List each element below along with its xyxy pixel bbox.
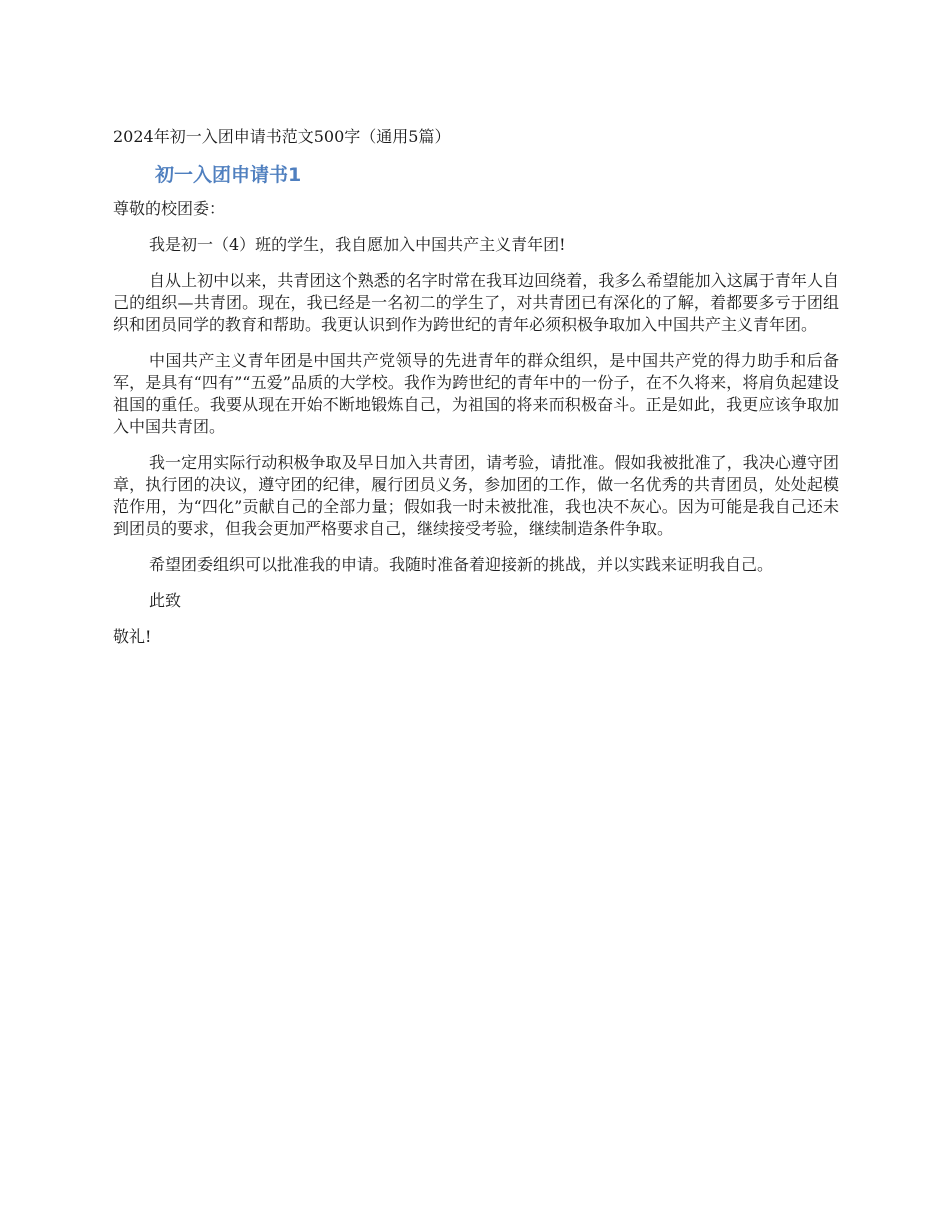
paragraph-5: 希望团委组织可以批准我的申请。我随时准备着迎接新的挑战，并以实践来证明我自己。: [149, 555, 774, 574]
paragraph-3: 中国共产主义青年团是中国共产党领导的先进青年的群众组织，是中国共产党的得力助手和后备军，是具有“四有”“五爱”品质的大学校。我作为跨世纪的青年中的一份子，在不久将来，将肩负起建设祖国的重任。我要从现在开始不断地锻炼自己，为祖国的将来而积极奋斗。正是如此，我更应该争取加入中国共青团。: [113, 351, 839, 436]
section-heading: 初一入团申请书1: [155, 164, 302, 186]
closing-line: 此致: [149, 591, 182, 610]
paragraph-2: 自从上初中以来，共青团这个熟悉的名字时常在我耳边回绕着，我多么希望能加入这属于青年人自己的组织—共青团。现在，我已经是一名初二的学生了，对共青团已有深化的了解，着都要多亏于团组织和团员同学的教育和帮助。我更认识到作为跨世纪的青年必须积极争取加入中国共产主义青年团。: [113, 271, 839, 334]
document-title: 2024年初一入团申请书范文500字（通用5篇）: [113, 127, 451, 146]
regards-line: 敬礼!: [113, 627, 152, 646]
document-page: [113, 124, 839, 648]
paragraph-1: 我是初一（4）班的学生，我自愿加入中国共产主义青年团!: [149, 235, 566, 254]
paragraph-4: 我一定用实际行动积极争取及早日加入共青团，请考验，请批准。假如我被批准了，我决心遵守团章，执行团的决议，遵守团的纪律，履行团员义务，参加团的工作，做一名优秀的共青团员，处处起模范作用，为“四化”贡献自己的全部力量；假如我一时未被批准，我也决不灰心。因为可能是我自己还未到团员的要求，但我会更加严格要求自己，继续接受考验，继续制造条件争取。: [113, 453, 839, 538]
salutation: 尊敬的校团委：: [113, 199, 226, 218]
